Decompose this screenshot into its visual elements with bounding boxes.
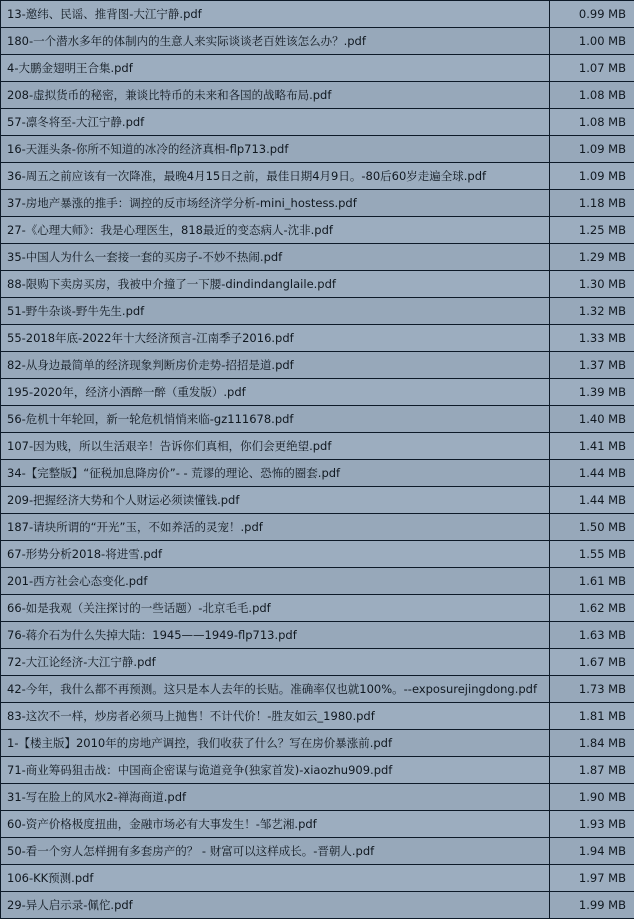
file-name-cell[interactable]: 195-2020年，经济小酒醉一醉（重发版）.pdf [1,379,550,406]
file-size-cell: 1.73 MB [550,676,634,703]
file-size-cell: 1.29 MB [550,244,634,271]
file-size-cell: 1.41 MB [550,433,634,460]
file-row[interactable] [1,55,634,82]
file-name-cell[interactable]: 209-把握经济大势和个人财运必须读懂钱.pdf [1,487,550,514]
file-name-cell[interactable]: 60-资产价格极度扭曲，金融市场必有大事发生！-邹艺湘.pdf [1,811,550,838]
file-name-cell[interactable]: 29-异人启示录-佩佗.pdf [1,892,550,919]
file-name-cell[interactable]: 72-大江论经济-大江宁静.pdf [1,649,550,676]
file-name-cell[interactable]: 1-【楼主版】2010年的房地产调控，我们收获了什么？写在房价暴涨前.pdf [1,730,550,757]
file-name-cell[interactable]: 50-看一个穷人怎样拥有多套房产的？ - 财富可以这样成长。-晋朝人.pdf [1,838,550,865]
file-size-cell: 1.30 MB [550,271,634,298]
file-row[interactable] [1,433,634,460]
file-size-cell: 1.44 MB [550,487,634,514]
file-row[interactable] [1,514,634,541]
file-size-cell: 1.44 MB [550,460,634,487]
file-size-cell: 1.32 MB [550,298,634,325]
file-row[interactable] [1,865,634,892]
file-name-cell[interactable]: 57-凛冬将至-大江宁静.pdf [1,109,550,136]
file-name-cell[interactable]: 208-虚拟货币的秘密，兼谈比特币的未来和各国的战略布局.pdf [1,82,550,109]
file-row[interactable] [1,406,634,433]
file-size-cell: 1.55 MB [550,541,634,568]
file-size-cell: 1.09 MB [550,163,634,190]
file-row[interactable] [1,784,634,811]
file-row[interactable] [1,757,634,784]
file-name-cell[interactable]: 4-大鹏金翅明王合集.pdf [1,55,550,82]
file-name-cell[interactable]: 35-中国人为什么一套接一套的买房子-不妙不热闹.pdf [1,244,550,271]
file-row[interactable] [1,352,634,379]
file-size-cell: 1.81 MB [550,703,634,730]
file-name-cell[interactable]: 42-今年，我什么都不再预测。这只是本人去年的长贴。准确率仅也就100%。--exposurejingdong.pdf [1,676,550,703]
file-size-cell: 1.18 MB [550,190,634,217]
file-name-cell[interactable]: 201-西方社会心态变化.pdf [1,568,550,595]
file-size-cell: 1.94 MB [550,838,634,865]
file-row[interactable] [1,595,634,622]
file-size-cell: 1.61 MB [550,568,634,595]
file-size-cell: 1.37 MB [550,352,634,379]
file-name-cell[interactable]: 51-野牛杂谈-野牛先生.pdf [1,298,550,325]
file-size-cell: 1.97 MB [550,865,634,892]
file-size-cell: 1.33 MB [550,325,634,352]
file-size-cell: 1.08 MB [550,82,634,109]
file-name-cell[interactable]: 34-【完整版】“征税加息降房价”- - 荒谬的理论、恐怖的圈套.pdf [1,460,550,487]
file-size-cell: 1.87 MB [550,757,634,784]
file-name-cell[interactable]: 16-天涯头条-你所不知道的冰冷的经济真相-flp713.pdf [1,136,550,163]
file-size-cell: 1.08 MB [550,109,634,136]
file-name-cell[interactable]: 107-因为贱，所以生活艰辛！告诉你们真相，你们会更绝望.pdf [1,433,550,460]
file-row[interactable] [1,109,634,136]
file-size-cell: 1.25 MB [550,217,634,244]
file-row[interactable] [1,298,634,325]
file-row[interactable] [1,649,634,676]
file-row[interactable] [1,838,634,865]
file-name-cell[interactable]: 13-邀纬、民谣、推背图-大江宁静.pdf [1,1,550,28]
file-row[interactable] [1,541,634,568]
file-row[interactable] [1,217,634,244]
file-name-cell[interactable]: 56-危机十年轮回，新一轮危机悄悄来临-gz111678.pdf [1,406,550,433]
file-name-cell[interactable]: 66-如是我观（关注探讨的一些话题）-北京毛毛.pdf [1,595,550,622]
file-size-cell: 1.84 MB [550,730,634,757]
file-name-cell[interactable]: 55-2018年底-2022年十大经济预言-江南季子2016.pdf [1,325,550,352]
file-size-cell: 1.62 MB [550,595,634,622]
file-size-cell: 1.50 MB [550,514,634,541]
file-row[interactable] [1,730,634,757]
file-row[interactable] [1,811,634,838]
file-row[interactable] [1,622,634,649]
file-row[interactable] [1,487,634,514]
file-list-body [1,1,634,919]
file-name-cell[interactable]: 36-周五之前应该有一次降准，最晚4月15日之前，最佳日期4月9日。-80后60岁走遍全球.pdf [1,163,550,190]
file-name-cell[interactable]: 37-房地产暴涨的推手：调控的反市场经济学分析-mini_hostess.pdf [1,190,550,217]
file-row[interactable] [1,325,634,352]
file-size-cell: 1.09 MB [550,136,634,163]
file-size-cell: 1.93 MB [550,811,634,838]
file-size-cell: 1.67 MB [550,649,634,676]
file-row[interactable] [1,271,634,298]
file-row[interactable] [1,163,634,190]
file-name-cell[interactable]: 106-KK预测.pdf [1,865,550,892]
file-row[interactable] [1,379,634,406]
file-name-cell[interactable]: 180-一个潜水多年的体制内的生意人来实际谈谈老百姓该怎么办？.pdf [1,28,550,55]
file-size-cell: 1.90 MB [550,784,634,811]
file-size-cell: 0.99 MB [550,1,634,28]
file-name-cell[interactable]: 76-蒋介石为什么失掉大陆：1945——1949-flp713.pdf [1,622,550,649]
file-name-cell[interactable]: 82-从身边最简单的经济现象判断房价走势-招招是道.pdf [1,352,550,379]
file-row[interactable] [1,703,634,730]
file-name-cell[interactable]: 187-请块所谓的“开光”玉，不如养活的灵宠！.pdf [1,514,550,541]
file-row[interactable] [1,28,634,55]
file-row[interactable] [1,136,634,163]
file-name-cell[interactable]: 31-写在脸上的风水2-禅海商道.pdf [1,784,550,811]
file-size-cell: 1.63 MB [550,622,634,649]
file-row[interactable] [1,1,634,28]
file-name-cell[interactable]: 67-形势分析2018-将进雪.pdf [1,541,550,568]
file-size-cell: 1.00 MB [550,28,634,55]
file-row[interactable] [1,568,634,595]
file-row[interactable] [1,82,634,109]
file-size-cell: 1.39 MB [550,379,634,406]
file-name-cell[interactable]: 83-这次不一样，炒房者必须马上抛售！不计代价！-胜友如云_1980.pdf [1,703,550,730]
file-size-cell: 1.07 MB [550,55,634,82]
file-size-cell: 1.40 MB [550,406,634,433]
file-name-cell[interactable]: 27-《心理大师》：我是心理医生，818最近的变态病人-沈非.pdf [1,217,550,244]
file-row[interactable] [1,190,634,217]
file-size-cell: 1.99 MB [550,892,634,919]
file-row[interactable] [1,892,634,919]
file-row[interactable] [1,244,634,271]
file-name-cell[interactable]: 88-限购下卖房买房，我被中介撞了一下腰-dindindanglaile.pdf [1,271,550,298]
file-name-cell[interactable]: 71-商业筹码狙击战：中国商企密谋与诡道竞争(独家首发)-xiaozhu909.pdf [1,757,550,784]
file-row[interactable] [1,460,634,487]
file-row[interactable] [1,676,634,703]
